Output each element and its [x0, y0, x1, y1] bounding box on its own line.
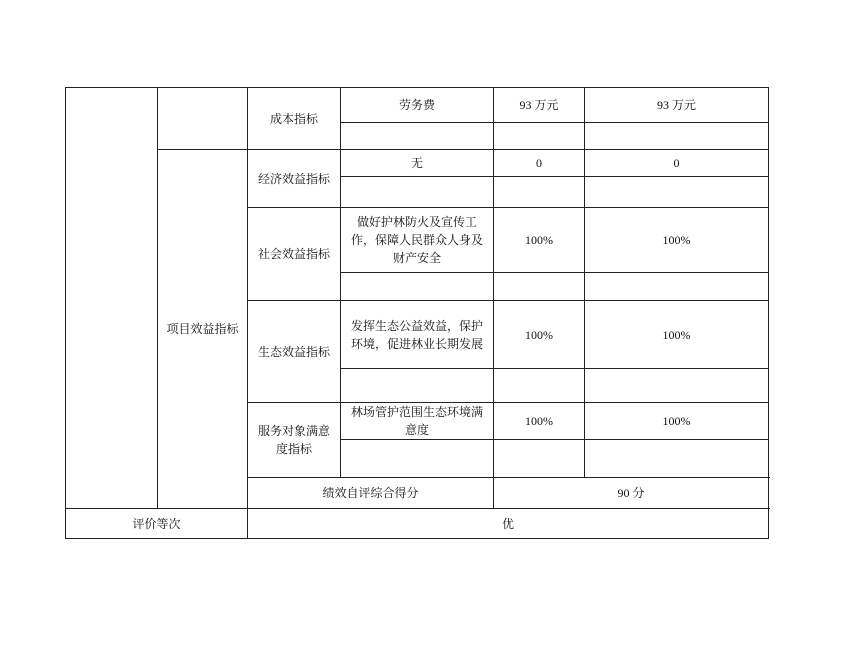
cost-actual-cell: 93 万元	[585, 88, 769, 123]
ecological-item-cell: 发挥生态公益效益，保护环境，促进林业长期发展	[341, 301, 494, 369]
cost-item-cell: 劳务费	[341, 88, 494, 123]
empty-cell	[341, 273, 494, 301]
empty-cell	[341, 123, 494, 150]
score-value-cell: 90 分	[494, 478, 769, 509]
empty-cell	[341, 177, 494, 208]
table-row	[66, 150, 769, 177]
cost-category-cell: 成本指标	[248, 88, 341, 150]
ecological-target-cell: 100%	[494, 301, 585, 369]
social-target-cell: 100%	[494, 208, 585, 273]
empty-cell	[585, 369, 769, 403]
social-item-cell: 做好护林防火及宣传工作，保障人民群众人身及财产安全	[341, 208, 494, 273]
empty-cell	[585, 440, 769, 478]
cost-target-cell: 93 万元	[494, 88, 585, 123]
social-actual-cell: 100%	[585, 208, 769, 273]
satisfaction-category-cell: 服务对象满意度指标	[248, 403, 341, 478]
empty-cell	[341, 440, 494, 478]
empty-cell	[494, 440, 585, 478]
empty-level2-cell	[158, 88, 248, 150]
ecological-actual-cell: 100%	[585, 301, 769, 369]
social-category-cell: 社会效益指标	[248, 208, 341, 301]
score-label-cell: 绩效自评综合得分	[248, 478, 494, 509]
table-row	[66, 509, 769, 539]
empty-cell	[494, 177, 585, 208]
satisfaction-target-cell: 100%	[494, 403, 585, 440]
empty-cell	[585, 123, 769, 150]
economic-target-cell: 0	[494, 150, 585, 177]
satisfaction-actual-cell: 100%	[585, 403, 769, 440]
table-row	[66, 88, 769, 123]
grade-value-cell: 优	[248, 509, 769, 539]
empty-cell	[341, 369, 494, 403]
performance-evaluation-table	[65, 87, 769, 539]
empty-cell	[494, 123, 585, 150]
benefit-group-cell: 项目效益指标	[158, 150, 248, 509]
grade-label-cell: 评价等次	[66, 509, 248, 539]
satisfaction-item-cell: 林场管护范围生态环境满意度	[341, 403, 494, 440]
economic-item-cell: 无	[341, 150, 494, 177]
empty-cell	[494, 273, 585, 301]
empty-level1-cell	[66, 88, 158, 509]
empty-cell	[585, 273, 769, 301]
economic-category-cell: 经济效益指标	[248, 150, 341, 208]
empty-cell	[494, 369, 585, 403]
economic-actual-cell: 0	[585, 150, 769, 177]
empty-cell	[585, 177, 769, 208]
ecological-category-cell: 生态效益指标	[248, 301, 341, 403]
